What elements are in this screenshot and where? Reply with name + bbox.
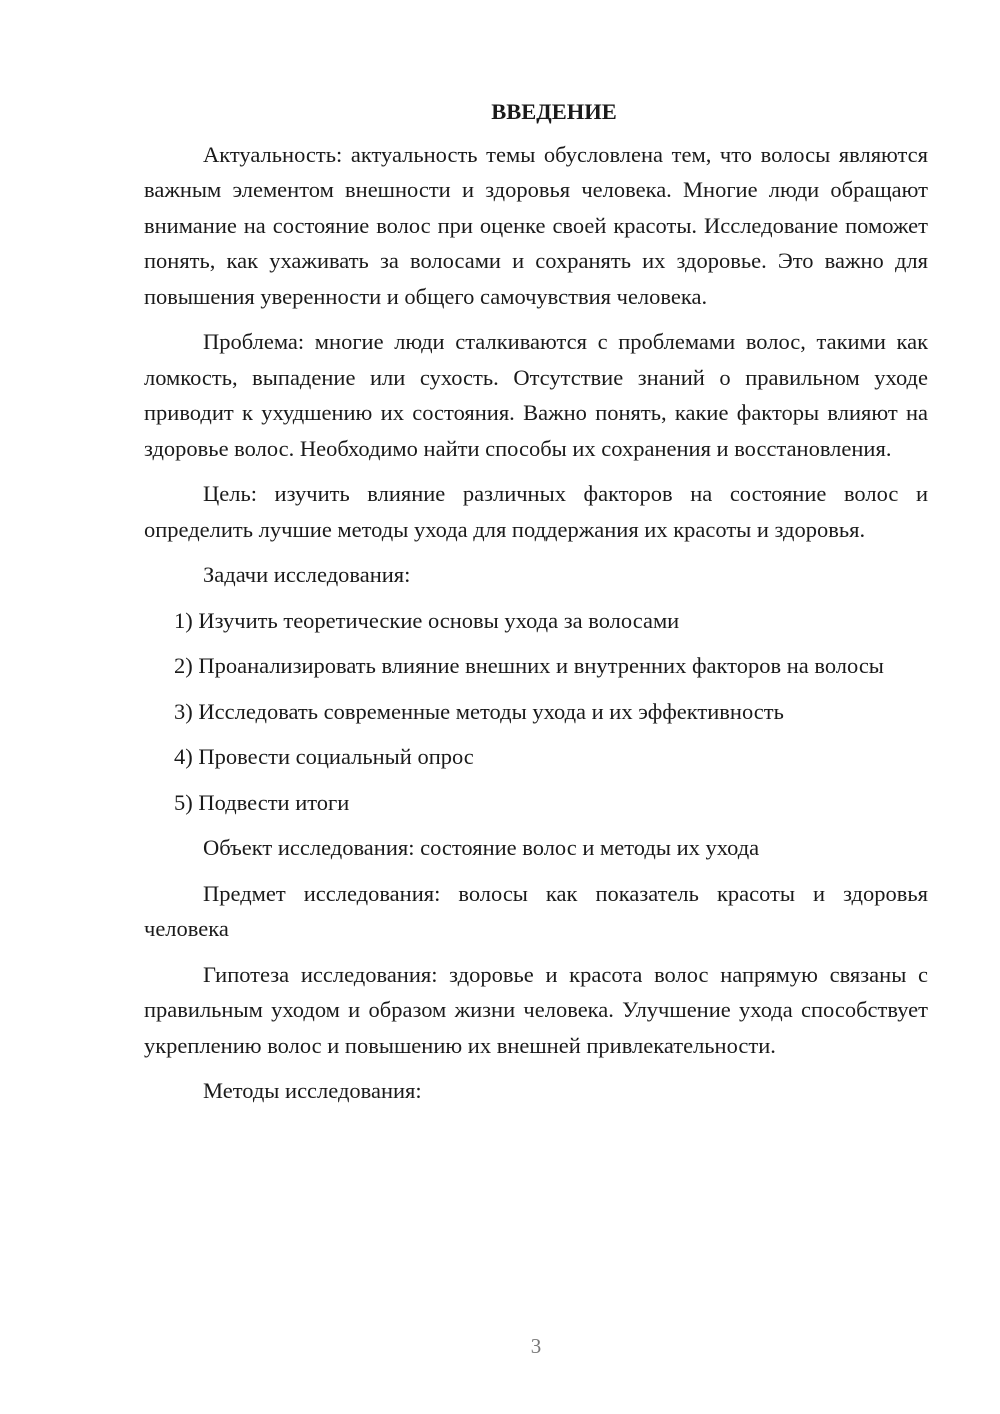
page-number: 3 bbox=[530, 1334, 542, 1358]
page-content bbox=[144, 94, 928, 1119]
paragraph-hypothesis: Гипотеза исследования: здоровье и красота волос напрямую связаны с правильным уходом и образом жизни человека. Улучшение ухода способствует укреплению волос и повышению их внешней привлекательности. bbox=[144, 961, 928, 1058]
section-title: ВВЕДЕНИЕ bbox=[491, 99, 617, 124]
task-item: 4) Провести социальный опрос bbox=[174, 744, 474, 769]
paragraph-problem: Проблема: многие люди сталкиваются с проблемами волос, такими как ломкость, выпадение или сухость. Отсутствие знаний о правильном уходе приводит к ухудшению их состояния. Важно понять, какие факторы влияют на здоровье волос. Необходимо найти способы их сохранения и восстановления. bbox=[144, 329, 928, 461]
task-item: 5) Подвести итоги bbox=[174, 789, 350, 815]
paragraph-relevance: Актуальность: актуальность темы обусловлена тем, что волосы являются важным элементом внешности и здоровья человека. Многие люди обращают внимание на состояние волос при оценке своей красоты. Исследование поможет понять, как ухаживать за волосами и сохранять их здоровье. Это важно для повышения уверенности и общего самочувствия человека. bbox=[144, 141, 928, 309]
paragraph-subject: Предмет исследования: волосы как показатель красоты и здоровья человека bbox=[144, 880, 928, 941]
task-item: 3) Исследовать современные методы ухода и их эффективность bbox=[174, 698, 784, 724]
paragraph-goal: Цель: изучить влияние различных факторов на состояние волос и определить лучшие методы ухода для поддержания их красоты и здоровья. bbox=[144, 481, 928, 542]
task-item: 1) Изучить теоретические основы ухода за волосами bbox=[174, 607, 680, 633]
task-item: 2) Проанализировать влияние внешних и внутренних факторов на волосы bbox=[174, 653, 884, 678]
paragraph-object: Объект исследования: состояние волос и методы их ухода bbox=[203, 835, 760, 860]
paragraph-tasks-heading: Задачи исследования: bbox=[203, 562, 411, 587]
paragraph-methods: Методы исследования: bbox=[203, 1078, 422, 1103]
